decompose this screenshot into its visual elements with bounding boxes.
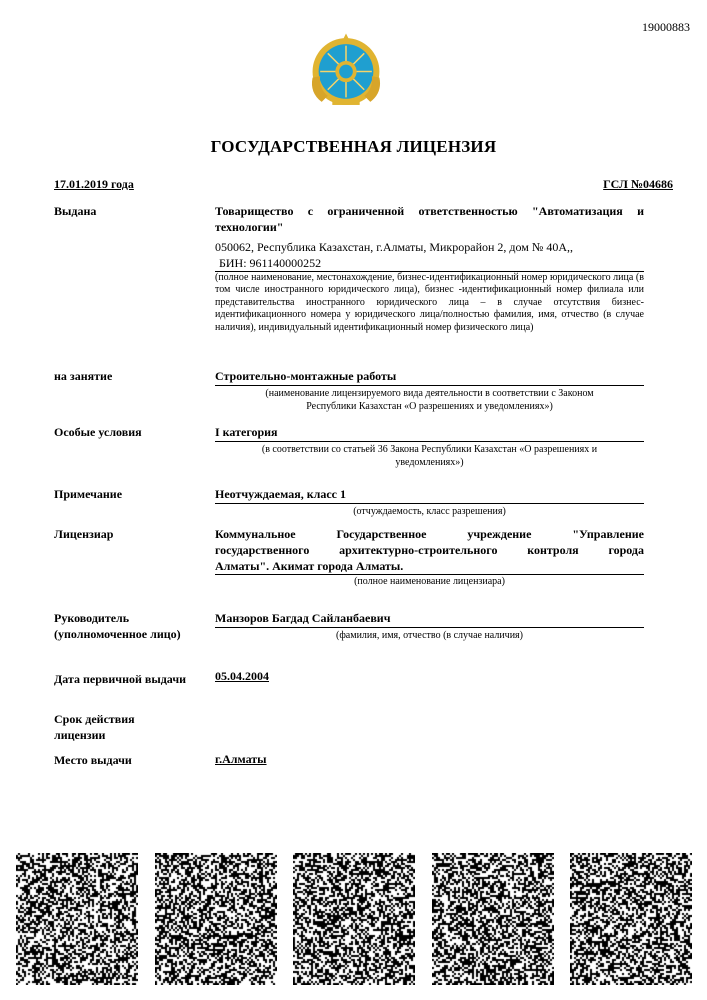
head-note: (фамилия, имя, отчество (в случае наличия) (336, 630, 523, 641)
remark-value: Неотчуждаемая, класс 1 (215, 487, 346, 501)
special-conditions-note-line2: уведомлениях») (395, 457, 464, 468)
qr-code (432, 853, 554, 985)
licensor-line3: Алматы". Акимат города Алматы. (215, 559, 404, 573)
qr-code (155, 853, 277, 985)
issued-to-label: Выдана (54, 204, 97, 218)
activity-note-line1: (наименование лицензируемого вида деятельности в соответствии с Законом (265, 388, 594, 399)
issued-to-note: (полное наименование, местонахождение, бизнес-идентификационный номер юридического лица (в том числе иностранного юридического лица), бизнес -идентификационный номер филиала или представительства иностранного юридического лица – в случае отсутствия бизнес-идентификационного номера у юридического лица/полностью фамилия, имя, отчество (в случае наличия), индивидуальный идентификационный номер физического лица) (215, 272, 644, 333)
head-value: Манзоров Багдад Сайланбаевич (215, 611, 391, 625)
validity-label-line1: Срок действия (54, 712, 135, 726)
issued-to-bin: БИН: 961140000252 (219, 256, 322, 270)
divider (215, 385, 644, 386)
divider (215, 441, 644, 442)
activity-label: на занятие (54, 369, 113, 383)
issue-date: 17.01.2019 года (54, 177, 134, 191)
kazakhstan-emblem-icon (308, 32, 384, 108)
issued-to-name-line1: Товарищество с ограниченной ответственностью "Автоматизация и (215, 204, 644, 218)
licensor-line1: Коммунальное Государственное учреждение "Управление (215, 527, 644, 541)
place-value: г.Алматы (215, 752, 267, 766)
qr-code-row (16, 853, 692, 985)
remark-label: Примечание (54, 487, 123, 501)
licensor-label: Лицензиар (54, 527, 114, 541)
divider (215, 503, 644, 504)
qr-code (570, 853, 692, 985)
special-conditions-label: Особые условия (54, 425, 142, 439)
place-label: Место выдачи (54, 753, 132, 767)
remark-note: (отчуждаемость, класс разрешения) (353, 506, 506, 517)
head-label-line2: (уполномоченное лицо) (54, 627, 181, 641)
licensor-note: (полное наименование лицензиара) (354, 576, 505, 587)
special-conditions-value: I категория (215, 425, 278, 439)
issued-to-name-line2: технологии" (215, 220, 284, 234)
special-conditions-note-line1: (в соответствии со статьей 36 Закона Республики Казахстан «О разрешениях и (261, 444, 598, 455)
issued-to-address: 050062, Республика Казахстан, г.Алматы, Микрорайон 2, дом № 40А,, (215, 240, 574, 254)
qr-code (16, 853, 138, 985)
first-issue-value: 05.04.2004 (215, 669, 269, 683)
license-number: ГСЛ №04686 (603, 177, 673, 191)
licensor-line2: государственного архитектурно-строительного контроля города (215, 543, 644, 557)
first-issue-label: Дата первичной выдачи (54, 672, 187, 686)
activity-value: Строительно-монтажные работы (215, 369, 397, 383)
qr-code (293, 853, 415, 985)
divider (215, 627, 644, 628)
head-label-line1: Руководитель (54, 611, 130, 625)
activity-note-line2: Республики Казахстан «О разрешениях и уведомлениях») (306, 401, 553, 412)
divider (215, 574, 644, 575)
validity-label-line2: лицензии (54, 728, 106, 742)
document-number: 19000883 (642, 20, 690, 34)
page-title: ГОСУДАРСТВЕННАЯ ЛИЦЕНЗИЯ (210, 137, 497, 156)
